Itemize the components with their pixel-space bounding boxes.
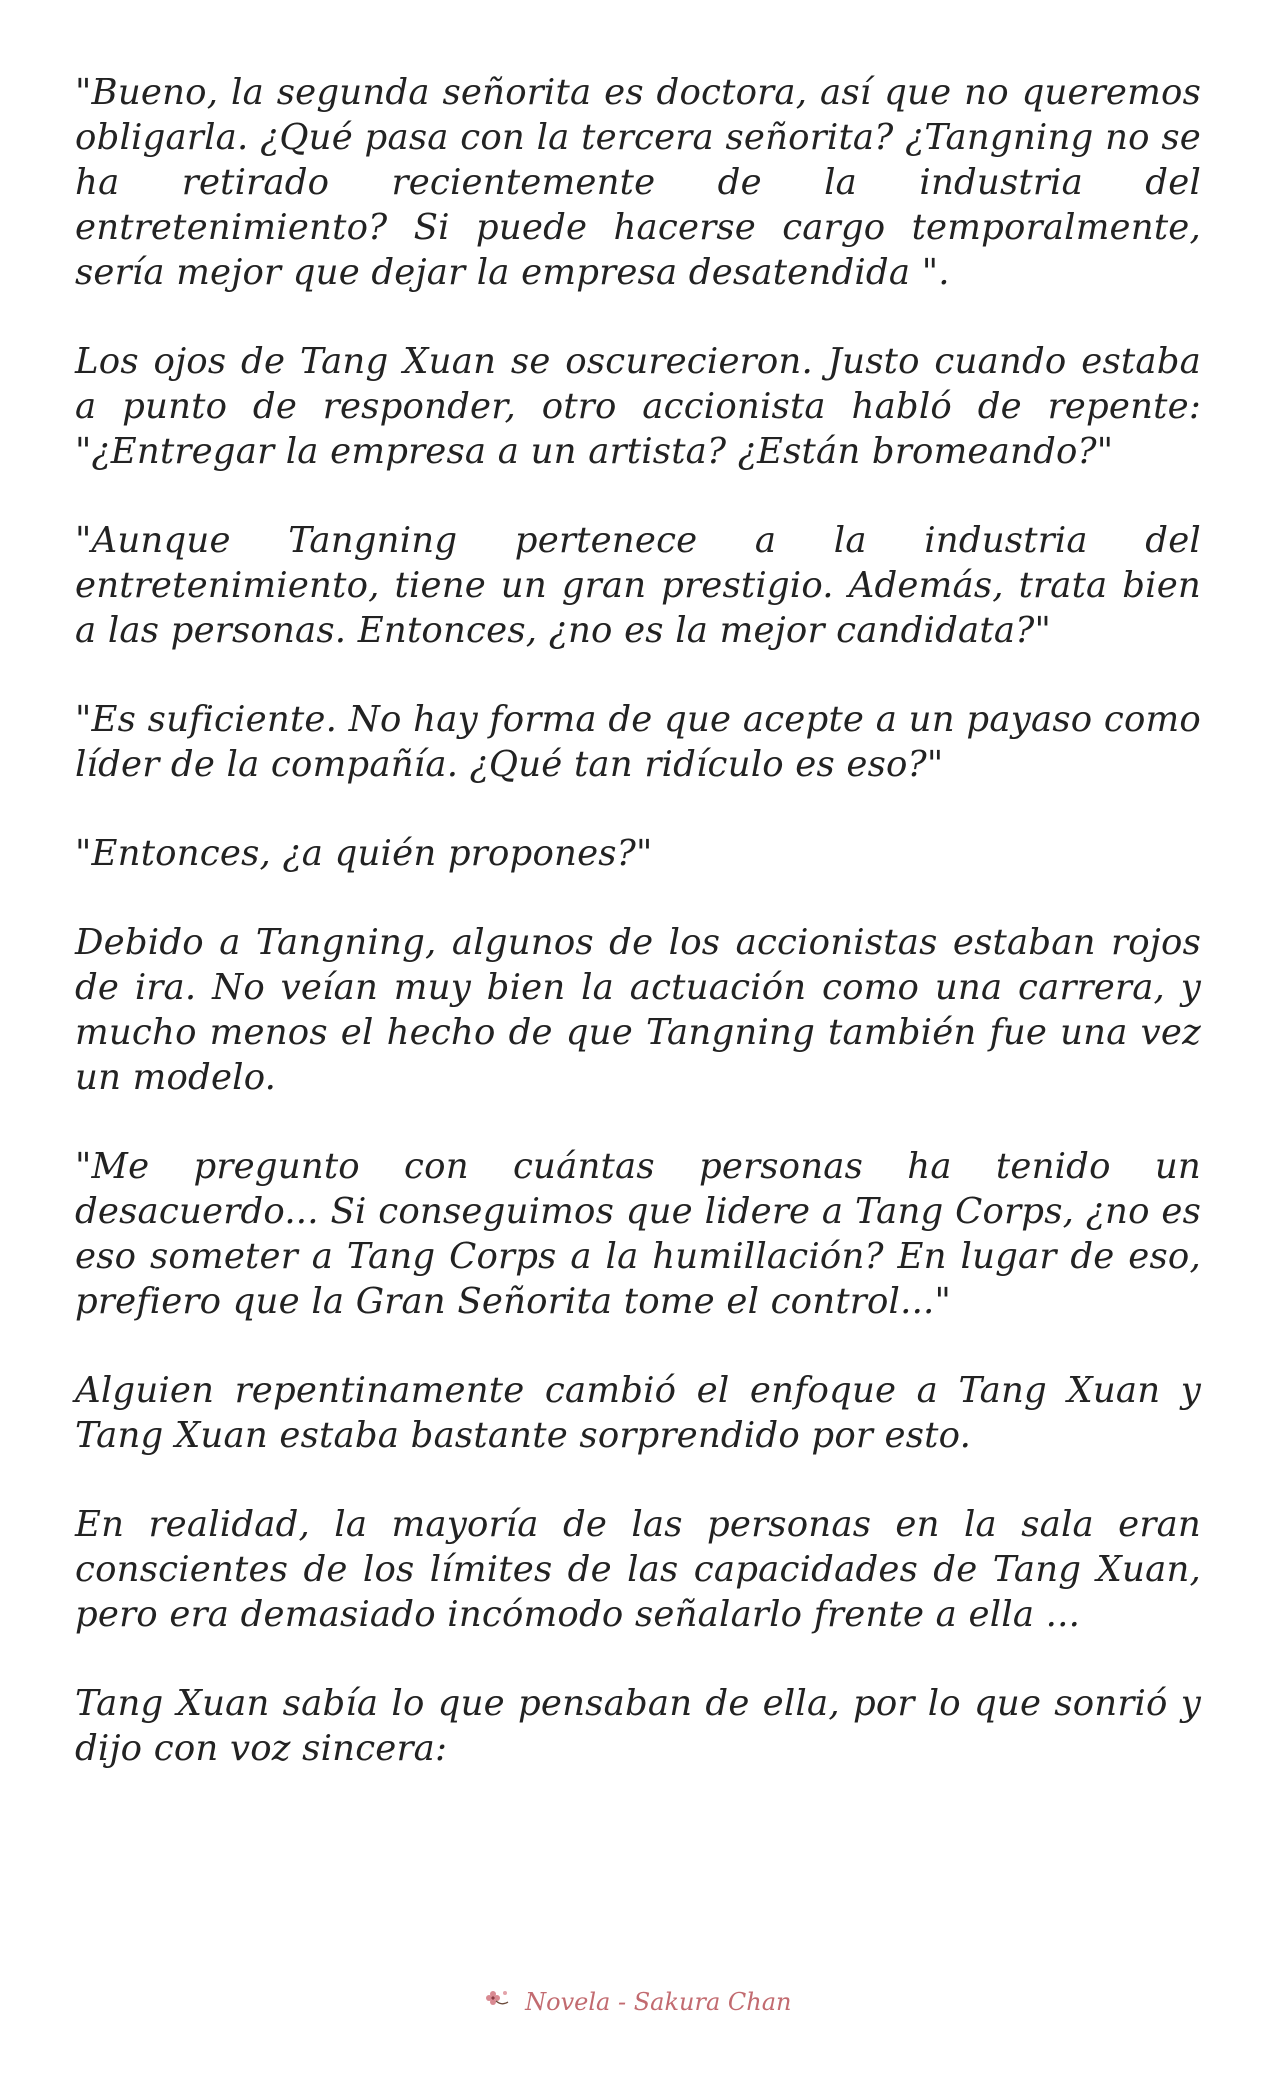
watermark: [0, 1988, 1275, 2016]
paragraph: Alguien repentinamente cambió el enfoque a Tang Xuan y Tang Xuan estaba bastante sorprendido por esto.: [75, 1370, 1201, 1456]
paragraph: Tang Xuan sabía lo que pensaban de ella, por lo que sonrió y dijo con voz sincera:: [75, 1683, 1201, 1769]
paragraph: En realidad, la mayoría de las personas en la sala eran conscientes de los límites de las capacidades de Tang Xuan, pero era demasiado incómodo señalarlo frente a ella ...: [75, 1504, 1201, 1635]
paragraph: "Aunque Tangning pertenece a la industria del entretenimiento, tiene un gran prestigio. Además, trata bien a las personas. Entonces, ¿no es la mejor candidata?": [75, 520, 1201, 651]
paragraph: "Es suficiente. No hay forma de que acepte a un payaso como líder de la compañía. ¿Qué tan ridículo es eso?": [75, 699, 1201, 785]
document-body: [75, 70, 1201, 1815]
watermark-text: Novela - Sakura Chan: [525, 1988, 792, 2016]
paragraph: Los ojos de Tang Xuan se oscurecieron. Justo cuando estaba a punto de responder, otro accionista habló de repente: "¿Entregar la empresa a un artista? ¿Están bromeando?": [75, 341, 1201, 472]
paragraph: Debido a Tangning, algunos de los accionistas estaban rojos de ira. No veían muy bien la actuación como una carrera, y mucho menos el hecho de que Tangning también fue una vez un modelo.: [75, 922, 1201, 1098]
paragraph: "Me pregunto con cuántas personas ha tenido un desacuerdo... Si conseguimos que lidere a Tang Corps, ¿no es eso someter a Tang Corps a la humillación? En lugar de eso, prefiero que la Gran Señorita tome el control...": [75, 1146, 1201, 1322]
cherry-blossom-icon: [484, 1988, 512, 2012]
paragraph: "Entonces, ¿a quién propones?": [75, 833, 653, 874]
paragraph: "Bueno, la segunda señorita es doctora, así que no queremos obligarla. ¿Qué pasa con la tercera señorita? ¿Tangning no se ha retirado recientemente de la industria del entretenimiento? Si puede hacerse cargo temporalmente, sería mejor que dejar la empresa desatendida ".: [75, 72, 1201, 293]
